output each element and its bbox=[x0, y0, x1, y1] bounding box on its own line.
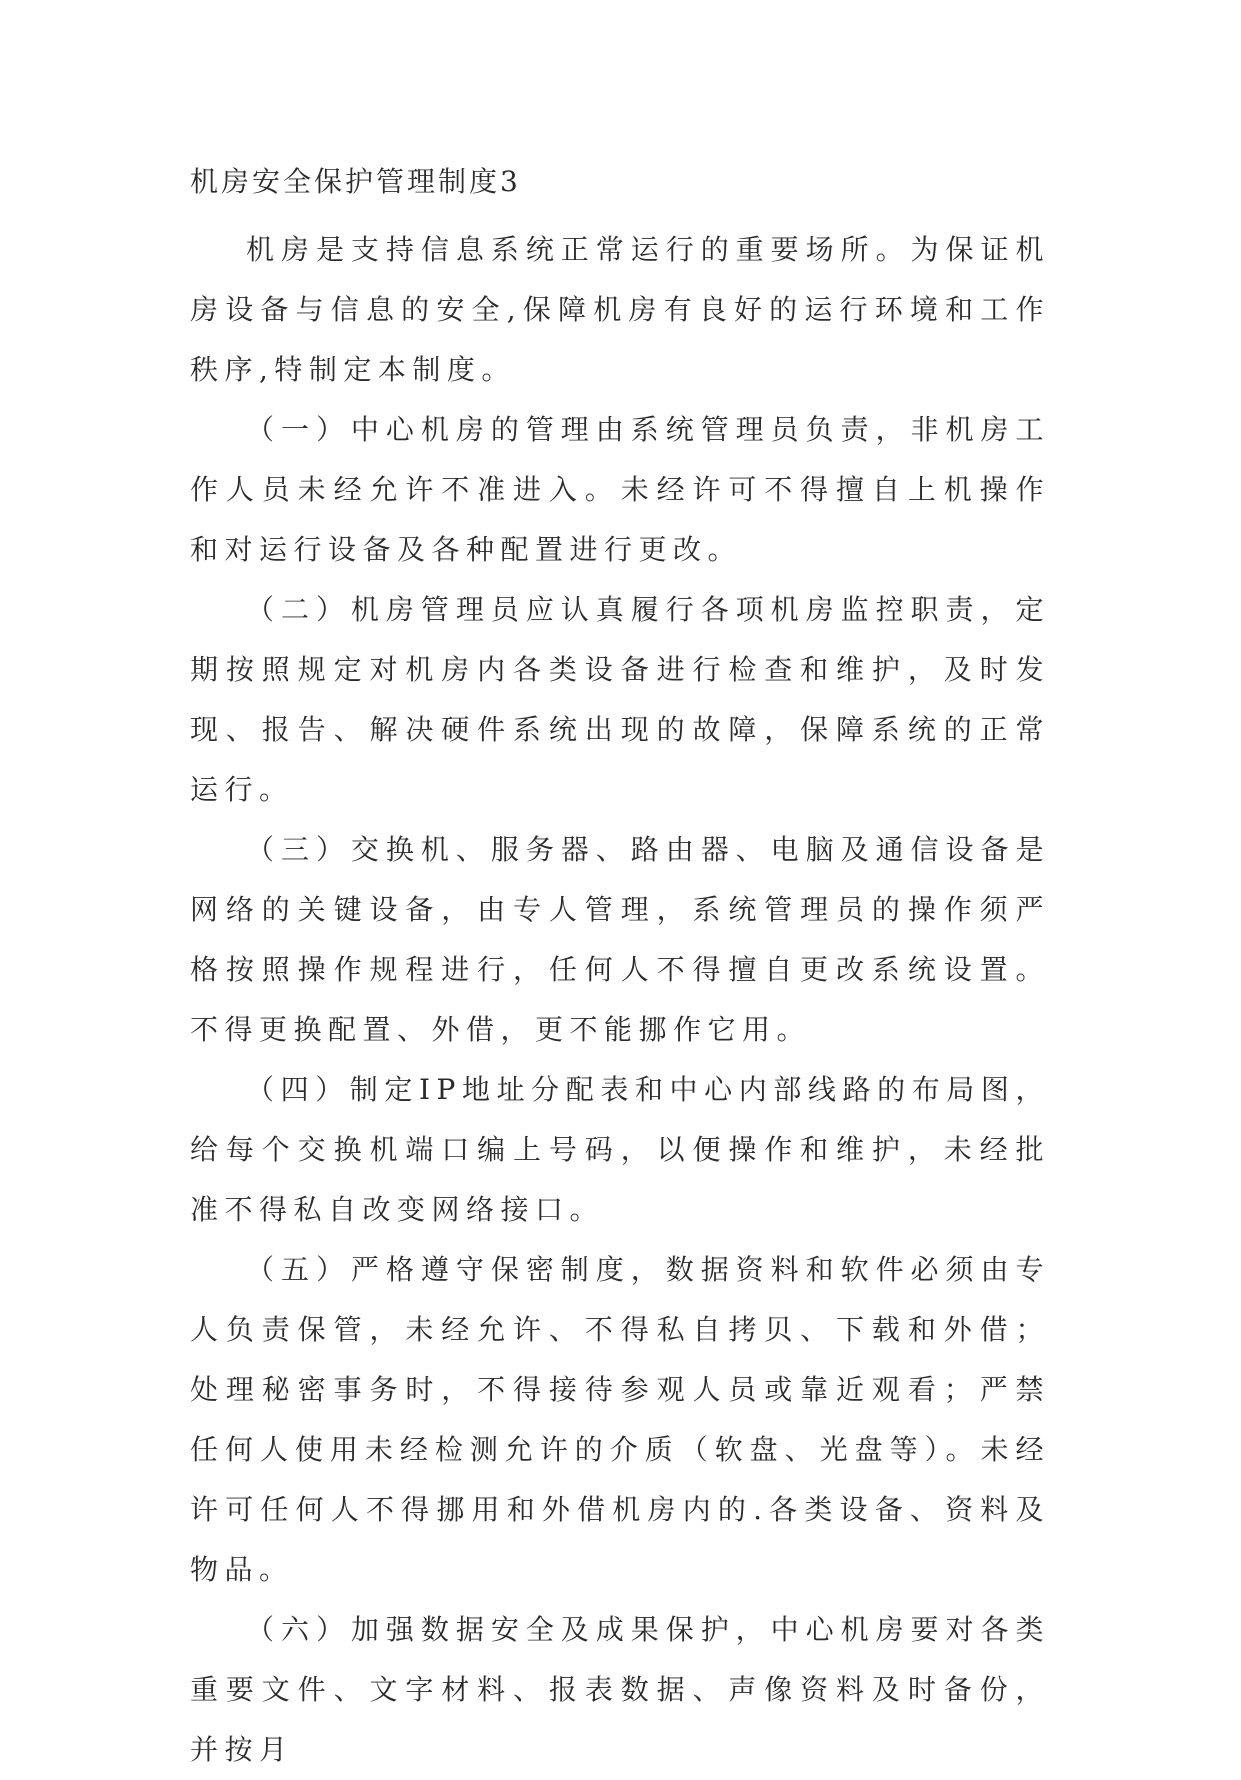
paragraph-intro: 机房是支持信息系统正常运行的重要场所。为保证机房设备与信息的安全,保障机房有良好的运行环境和工作秩序,特制定本制度。 bbox=[190, 233, 1050, 386]
paragraph-4: （四）制定IP地址分配表和中心内部线路的布局图，给每个交换机端口编上号码，以便操作和维护，未经批准不得私自改变网络接口。 bbox=[190, 1073, 1050, 1226]
paragraph-1: （一）中心机房的管理由系统管理员负责，非机房工作人员未经允许不准进入。未经许可不得擅自上机操作和对运行设备及各种配置进行更改。 bbox=[190, 413, 1050, 566]
document-title: 机房安全保护管理制度3 bbox=[190, 165, 521, 198]
paragraph-6: （六）加强数据安全及成果保护，中心机房要对各类重要文件、文字材料、报表数据、声像资料及时备份，并按月 bbox=[190, 1613, 1050, 1766]
paragraph-3: （三）交换机、服务器、路由器、电脑及通信设备是网络的关键设备，由专人管理，系统管理员的操作须严格按照操作规程进行，任何人不得擅自更改系统设置。不得更换配置、外借，更不能挪作它用。 bbox=[190, 833, 1050, 1046]
paragraph-5: （五）严格遵守保密制度，数据资料和软件必须由专人负责保管，未经允许、不得私自拷贝、下载和外借；处理秘密事务时，不得接待参观人员或靠近观看；严禁任何人使用未经检测允许的介质（软盘、光盘等）。未经许可任何人不得挪用和外借机房内的.各类设备、资料及物品。 bbox=[190, 1253, 1050, 1586]
paragraph-2: （二）机房管理员应认真履行各项机房监控职责，定期按照规定对机房内各类设备进行检查和维护，及时发现、报告、解决硬件系统出现的故障，保障系统的正常运行。 bbox=[190, 593, 1050, 806]
document-body bbox=[190, 220, 1050, 1780]
